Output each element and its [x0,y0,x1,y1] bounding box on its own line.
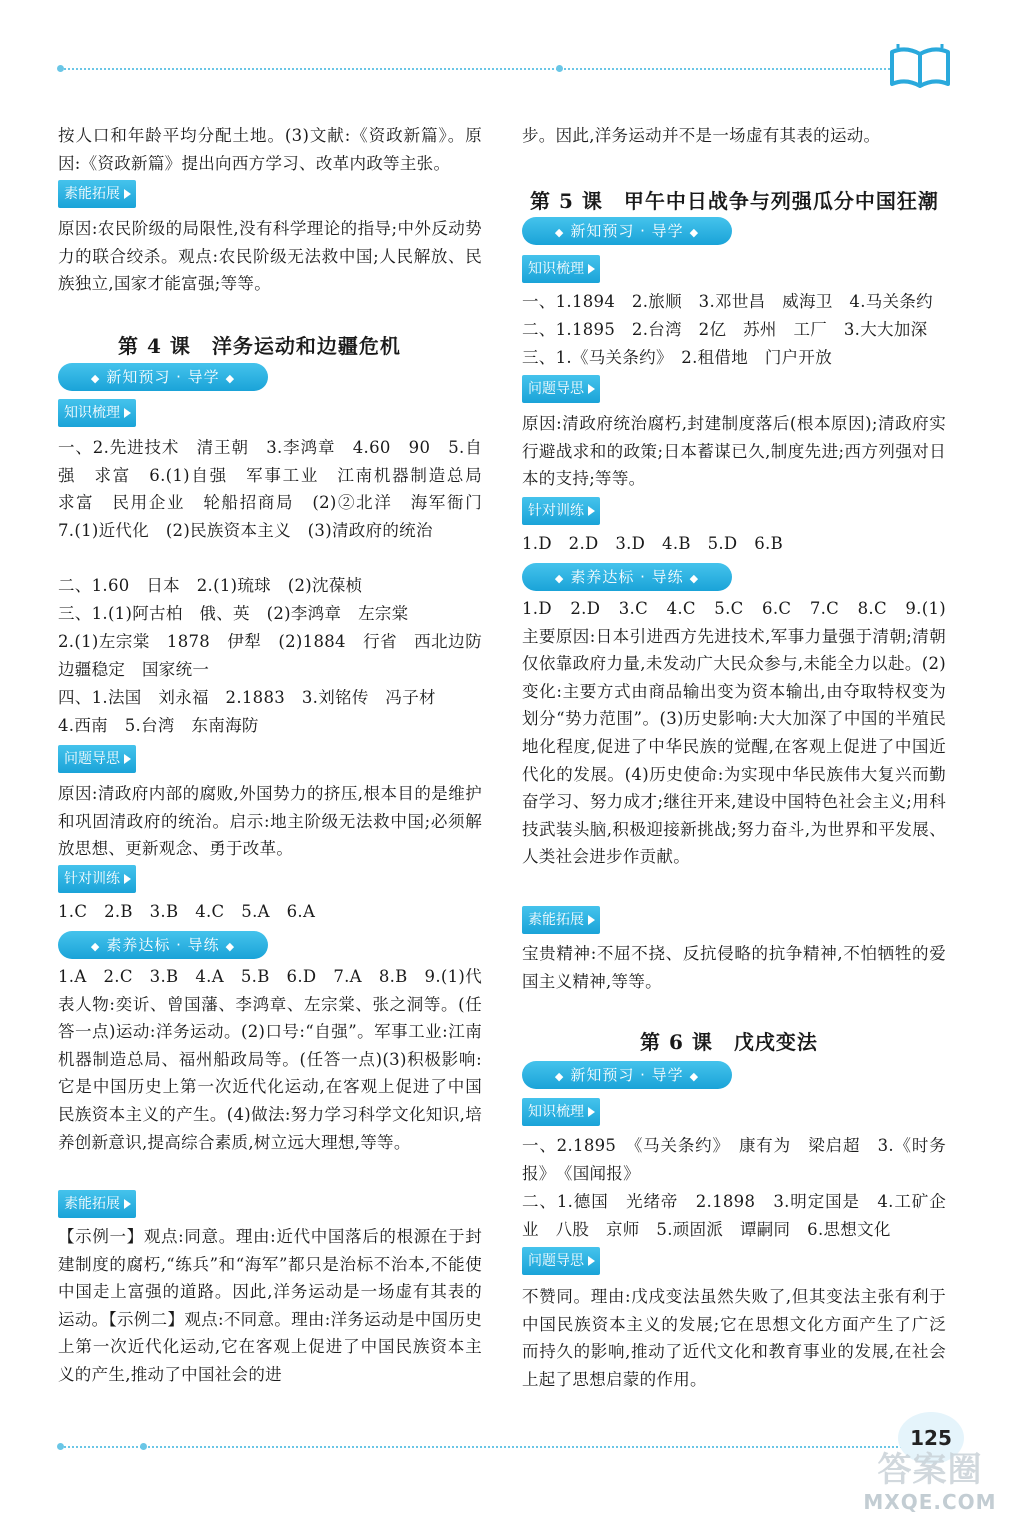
tag-suyang-l4: ◆ 素养达标 · 导练 ◆ [58,931,268,959]
tag-zhishi-l4: 知识梳理 [58,399,136,427]
l4-knowledge-2: 二、1.60 日本 2.(1)琉球 (2)沈葆桢 [58,576,363,595]
tag-xinzhi-l5-label: 新知预习 · 导学 [570,222,684,240]
tag-wenti-l5: 问题导思 [522,375,600,403]
l6-knowledge-2: 二、1.德国 光绪帝 2.1898 3.明定国是 4.工矿企业 八股 京师 5.顽固派 谭嗣同 6.思想文化 [522,1192,946,1239]
l4-suyang-paragraph: 1.A 2.C 3.B 4.A 5.B 6.D 7.A 8.B 9.(1)代表人物:奕䜣、曾国藩、李鸿章、左宗棠、张之洞等。(任答一点)运动:洋务运动。(2)口号:“自强”。军事工业:江南机器制造总局、福州船政局等。(任答一点)(3)积极影响:它是中国历史上第一次近代化运动,在客观上促进了中国民族资本主义的产生。(4)做法:努力学习科学文化知识,培养创新意识,提高综合素质,树立远大理想,等等。 [58,967,482,1152]
lesson4-title: 第 4 课 洋务运动和边疆危机 [118,334,401,358]
header-dot-mid [556,65,563,72]
lesson6-title: 第 6 课 戊戌变法 [640,1030,818,1054]
l4-knowledge-3: 三、1.(1)阿古柏 俄、英 (2)李鸿章 左宗棠 [58,604,409,623]
l4-question-paragraph: 原因:清政府内部的腐败,外国势力的挤压,根本目的是维护和巩固清政府的统治。启示:地主阶级无法救中国;必须解放思想、更新观念、勇于改革。 [58,784,482,859]
tag-wenti-l6: 问题导思 [522,1247,600,1275]
tag-suneng-l5: 素能拓展 [522,906,600,934]
tag-suyang-l5: ◆ 素养达标 · 导练 ◆ [522,563,732,591]
tag-zhendui-l5: 针对训练 [522,497,600,525]
footer-rule [60,1446,910,1448]
tag-wenti-l4: 问题导思 [58,745,136,773]
tag-zhishi-l5: 知识梳理 [522,255,600,283]
l5-suyang-paragraph: 1.D 2.D 3.C 4.C 5.C 6.C 7.C 8.C 9.(1)主要原因:日本引进西方先进技术,军事力量强于清朝;清朝仅依靠政府力量,未发动广大民众参与,未能全力以赴。(2)变化:主要方式由商品输出变为资本输出,由夺取特权变为划分“势力范围”。(3)历史影响:大大加深了中国的半殖民地化程度,促进了中华民族的觉醒,在客观上促进了中国近代化的发展。(4)历史使命:为实现中华民族伟大复兴而勤奋学习、努力成才;继往开来,建设中国特色社会主义;用科技武装头脑,积极迎接新挑战;努力奋斗,为世界和平发展、人类社会进步作贡献。 [522,599,946,867]
tag-xinzhi-l5: ◆ 新知预习 · 导学 ◆ [522,217,732,245]
l5-suneng-paragraph: 宝贵精神:不屈不挠、反抗侵略的抗争精神,不怕牺牲的爱国主义精神,等等。 [522,944,946,991]
tag-suyang-l5-label: 素养达标 · 导练 [570,568,684,586]
tag-xinzhi-l4: ◆ 新知预习 · 导学 ◆ [58,363,268,391]
left-intro-paragraph: 按人口和年龄平均分配土地。(3)文献:《资政新篇》。原因:《资政新篇》提出向西方学习、改革内政等主张。 [58,126,482,173]
l5-knowledge-2: 二、1.1895 2.台湾 2亿 苏州 工厂 3.大大加深 [522,320,928,339]
page-number: 125 [898,1412,964,1464]
l4-knowledge-4: 2.(1)左宗棠 1878 伊犁 (2)1884 行省 西北边防 边疆稳定 国家统一 [58,632,499,679]
l5-question-paragraph: 原因:清政府统治腐朽,封建制度落后(根本原因);清政府实行避战求和的政策;日本蓄谋已久,制度先进;西方列强对日本的支持;等等。 [522,414,946,489]
open-book-icon [888,42,952,90]
l6-knowledge-1: 一、2.1895 《马关条约》 康有为 梁启超 3.《时务报》 《国闻报》 [522,1136,946,1183]
l4-suneng-paragraph: 【示例一】观点:同意。理由:近代中国落后的根源在于封建制度的腐朽,“练兵”和“海军”都只是治标不治本,不能使中国走上富强的道路。因此,洋务运动是一场虚有其表的运动。【示例二】观点:不同意。理由:洋务运动是中国历史上第一次近代化运动,它在客观上促进了中国民族资本主义的产生,推动了中国社会的进 [58,1227,482,1384]
l4-practice-answers: 1.C 2.B 3.B 4.C 5.A 6.A [58,902,316,921]
tag-xinzhi-l6: ◆ 新知预习 · 导学 ◆ [522,1061,732,1089]
footer-dot-left [57,1443,64,1450]
tag-suyang-l4-label: 素养达标 · 导练 [106,936,220,954]
header-rule [60,68,890,70]
l6-question-paragraph: 不赞同。理由:戊戌变法虽然失败了,但其变法主张有利于中国民族资本主义的发展;它在思想文化方面产生了广泛而持久的影响,推动了近代文化和教育事业的发展,在社会上起了思想启蒙的作用。 [522,1287,946,1389]
header-dot-left [57,65,64,72]
tag-zhendui-l4: 针对训练 [58,865,136,893]
footer-dot-mid [140,1443,147,1450]
l4-knowledge-5: 四、1.法国 刘永福 2.1883 3.刘铭传 冯子材 [58,688,436,707]
tag-suneng-1: 素能拓展 [58,180,136,208]
right-continuation: 步。因此,洋务运动并不是一场虚有其表的运动。 [522,126,881,145]
l4-knowledge-6: 4.西南 5.台湾 东南海防 [58,716,259,735]
watermark-url: MXQE.COM [863,1490,997,1514]
tag-suneng-2: 素能拓展 [58,1190,136,1218]
l5-knowledge-3: 三、1.《马关条约》 2.租借地 门户开放 [522,348,833,367]
tag-zhishi-l6: 知识梳理 [522,1098,600,1126]
lesson5-title: 第 5 课 甲午中日战争与列强瓜分中国狂潮 [530,189,939,213]
watermark-logo: 答案圈 [877,1450,983,1490]
watermark [850,1450,1010,1520]
left-suneng-paragraph: 原因:农民阶级的局限性,没有科学理论的指导;中外反动势力的联合绞杀。观点:农民阶级无法救中国;人民解放、民族独立,国家才能富强;等等。 [58,219,482,294]
tag-xinzhi-l6-label: 新知预习 · 导学 [570,1066,684,1084]
tag-xinzhi-l4-label: 新知预习 · 导学 [106,368,220,386]
l5-practice-answers: 1.D 2.D 3.D 4.B 5.D 6.B [522,534,784,553]
l4-knowledge-1: 一、2.先进技术 清王朝 3.李鸿章 4.60 90 5.自强 求富 6.(1)自强 军事工业 江南机器制造总局 求富 民用企业 轮船招商局 (2)②北洋 海军衙门 7.(1)近代化 (2)民族资本主义 (3)清政府的统治 [58,438,499,540]
l5-knowledge-1: 一、1.1894 2.旅顺 3.邓世昌 威海卫 4.马关条约 [522,292,933,311]
